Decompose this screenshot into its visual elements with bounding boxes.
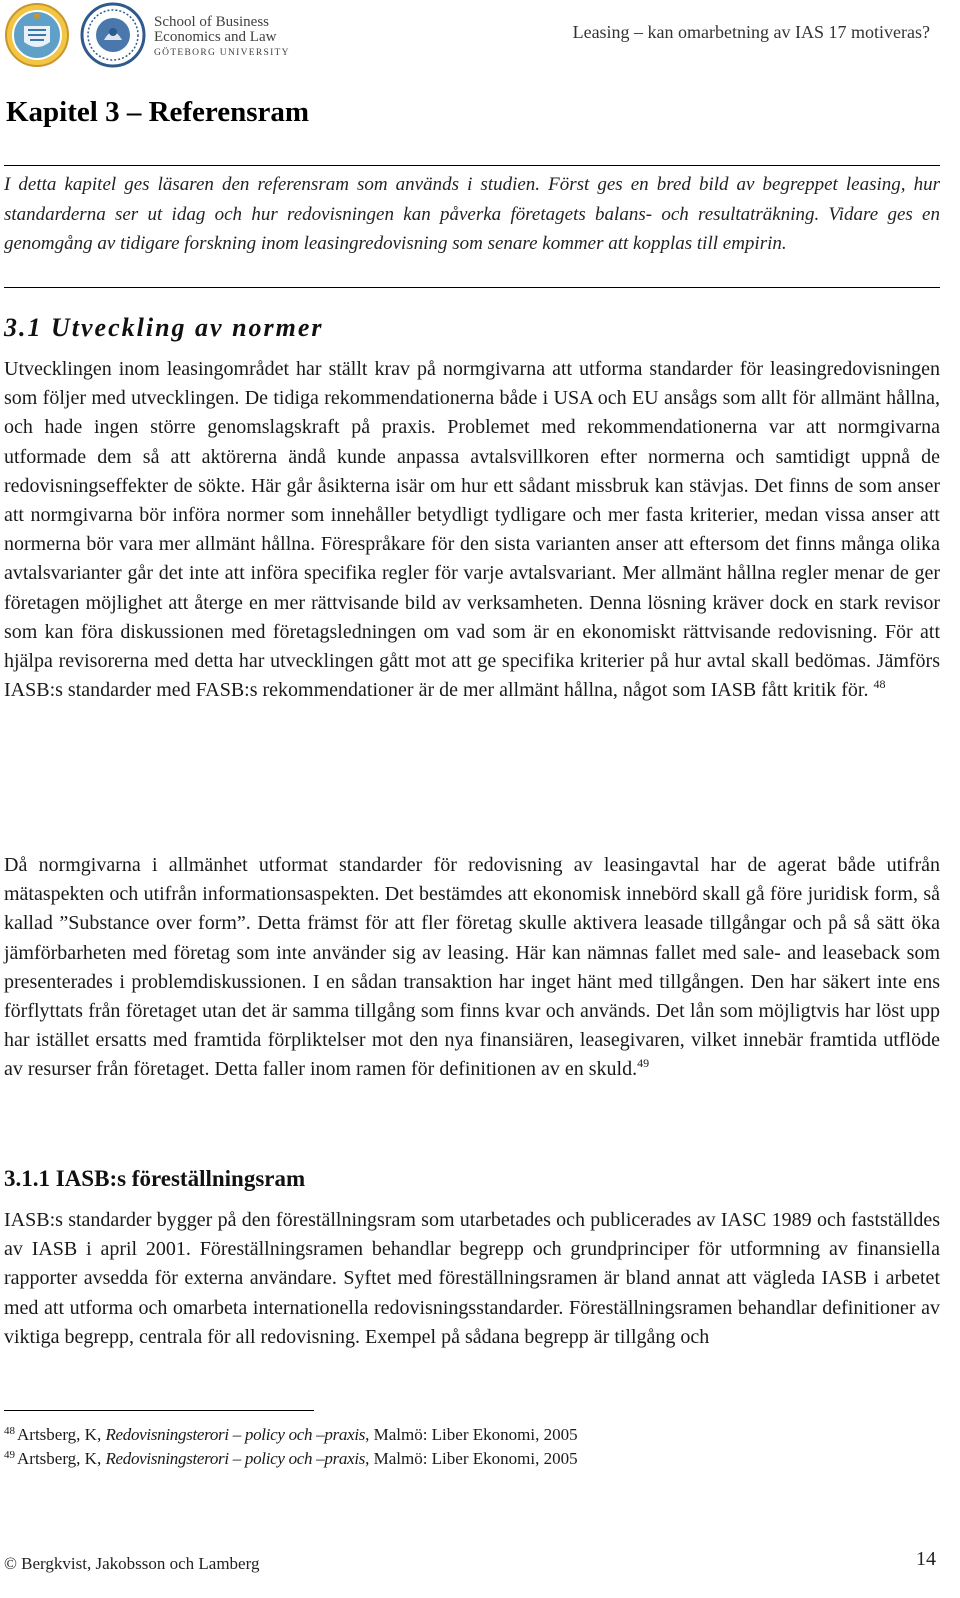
paragraph [4, 1206, 940, 1352]
footnote [4, 1425, 578, 1445]
paragraph-text: Utvecklingen inom leasingområdet har ställt krav på normgivarna att utforma standarder för leasingredovisningen som följer med utvecklingen. De tidiga rekommendationerna både i USA och EU ansågs som allt för allmänt hållna, och hade ingen större genomslagskraft på praxis. Problemet med rekommendationerna var att normgivarna utformade dem så att aktörerna ändå kunde anpassa avtalsvillkoren efter normerna och samtidigt uppnå de redovisningseffekter de sökte. Här går åsikterna isär om hur ett sådant missbruk kan stävjas. Det finns de som anser att normgivarna bör införa normer som innehåller betydligt tydligare och mer fasta kriterier, medan vissa anser att normerna bör vara mer allmänt hållna. Förespråkare för den sista varianten anser att eftersom det finns många olika avtalsvarianter går det inte att införa specifika regler för varje avtalsvariant. Mer allmänt hållna regler menar de ger företagen möjlighet att återge en mer rättvisande bild av verksamheten. Denna lösning kräver dock en stark revisor som kan föra diskussionen med företagsledningen om vad som är en ekonomiskt rättvisande redovisning. För att hjälpa revisorerna med detta har utvecklingen gått mot att ge specifika kriterier på hur avtal skall bedömas. Jämförs IASB:s standarder med FASB:s rekommendationer är de mer allmänt hållna, något som IASB fått kritik för. [4, 358, 940, 702]
footnote-author: Artsberg, K, [17, 1449, 106, 1468]
school-name [154, 15, 290, 61]
school-name-line2: Economics and Law [154, 29, 277, 45]
footnote-author: Artsberg, K, [17, 1425, 106, 1444]
footnote [4, 1449, 578, 1469]
footnote-publisher: , Malmö: Liber Ekonomi, 2005 [365, 1425, 578, 1444]
chapter-intro: I detta kapitel ges läsaren den referensram som används i studien. Först ges en bred bild av begreppet leasing, hur standarderna ser ut idag och hur redovisningen kan påverka företagets balans- och resultaträkning. Vidare ges en genomgång av tidigare forskning inom leasingredovisning som senare kommer att kopplas till empirin. [4, 174, 940, 254]
paragraph [4, 355, 940, 705]
section-title-3-1-1: 3.1.1 IASB:s föreställningsram [4, 1166, 306, 1191]
page-footer [4, 1548, 940, 1598]
footnote-ref[interactable]: 48 [873, 677, 886, 692]
university-seal-icon [4, 2, 70, 68]
intro-top-rule [4, 165, 940, 166]
chapter-title: Kapitel 3 – Referensram [6, 96, 310, 128]
running-title: Leasing – kan omarbetning av IAS 17 motiveras? [572, 22, 930, 42]
intro-bottom-rule [4, 287, 940, 288]
paragraph-text: Då normgivarna i allmänhet utformat standarder för redovisning av leasingavtal har de agerat både utifrån mätaspekten och utifrån informationsaspekten. Det bestämdes att ekonomisk innebörd skall gå före juridisk form, så kallad ”Substance over form”. Detta främst för att fler företag skulle aktivera leasade tillgångar och på så sätt öka jämförbarheten med företag som inte använder sig av leasing. Här kan nämnas fallet med sale- and leaseback som presenterades i problemdiskussionen. I en sådan transaktion har inget hänt med tillgången. Den har säkert inte ens förflyttats från företaget utan det är samma tillgång som finns kvar och används. Det lån som möjligtvis har löst upp har istället ersatts med framtida förpliktelser mot den nya finansiären, leasegivaren, vilket innebär framtida utflöde av resurser från företaget. Detta faller inom ramen för definitionen av en skuld. [4, 854, 940, 1081]
school-name-line3: GÖTEBORG UNIVERSITY [154, 48, 290, 58]
footnote-number: 49 [4, 1449, 15, 1461]
footnote-ref[interactable]: 49 [637, 1056, 650, 1071]
footnote-book-title: Redovisningsterori – policy och –praxis [105, 1425, 366, 1444]
paragraph-text: IASB:s standarder bygger på den föreställningsram som utarbetades och publicerades av IASC 1989 och fastställdes av IASB i april 2001. Föreställningsramen behandlar begrepp och grundprinciper för utformning av finansiella rapporter avsedda för externa användare. Syftet med föreställningsramen är bland annat att vägleda IASB i arbetet med att utforma och omarbeta internationella redovisningsstandarder. Föreställningsramen behandlar definitioner av viktiga begrepp, centrala för all redovisning. Exempel på sådana begrepp är tillgång och [4, 1209, 940, 1348]
footnote-publisher: , Malmö: Liber Ekonomi, 2005 [365, 1449, 578, 1468]
paragraph [4, 851, 940, 1085]
page-number: 14 [916, 1548, 936, 1570]
school-name-line1: School of Business [154, 14, 270, 30]
footnote-number: 48 [4, 1425, 15, 1437]
footnote-separator [4, 1410, 314, 1411]
school-seal-icon [80, 2, 146, 68]
page-header [4, 2, 944, 72]
footer-authors: © Bergkvist, Jakobsson och Lamberg [4, 1554, 260, 1573]
footnote-book-title: Redovisningsterori – policy och –praxis [105, 1449, 366, 1468]
section-title-3-1: 3.1 Utveckling av normer [4, 313, 324, 342]
